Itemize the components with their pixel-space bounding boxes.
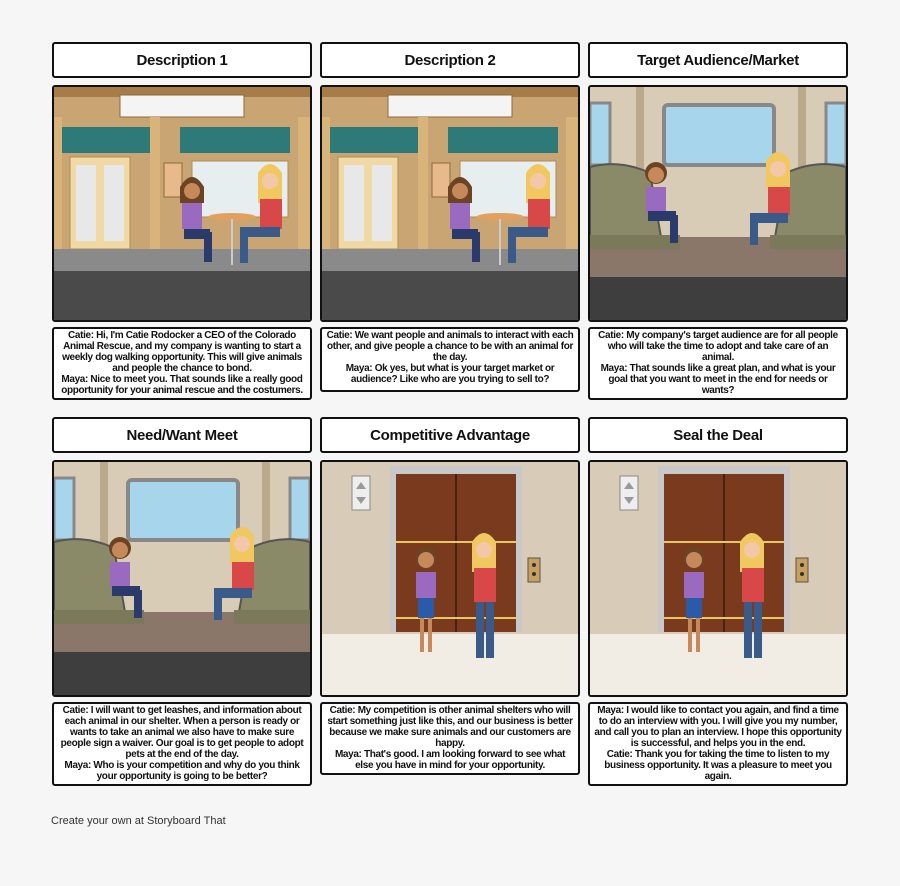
caption-text: Catie: We want people and animals to interact with each other, and give people a chance to be with an animal for the day. Maya: Ok yes, but what is your target market or audience? Like who are you trying to sell to? <box>326 330 574 385</box>
caption-text: Catie: Hi, I'm Catie Rodocker a CEO of the Colorado Animal Rescue, and my company is wanting to start a weekly dog walking opportunity. This will give animals and people the chance to bond. Maya: Nice to meet you. That sounds like a really good opportunity for your animal rescue and the costumers. <box>61 330 303 396</box>
scene-illustration-elevator <box>320 460 580 697</box>
scene-illustration-train <box>588 85 848 322</box>
scene-illustration-cafe <box>52 85 312 322</box>
caption-text: Catie: My competition is other animal shelters who will start something just like this, and our business is better because we make sure animals and our customers are happy. Maya: That's good. I am looking forward to see what else you have in mind for your opportunity. <box>327 705 573 771</box>
caption-text: Catie: My company's target audience are for all people who will take the time to adopt and take care of an animal. Maya: That sounds like a great plan, and what is your goal that you want to meet in the end for needs or wants? <box>598 330 838 396</box>
caption-box <box>588 327 848 400</box>
caption-box <box>320 702 580 775</box>
caption-box <box>588 702 848 786</box>
scene-illustration-train <box>52 460 312 697</box>
cell-title: Need/Want Meet <box>52 417 312 453</box>
caption-box <box>52 702 312 786</box>
watermark: Create your own at Storyboard That <box>51 815 226 827</box>
cell-title: Competitive Advantage <box>320 417 580 453</box>
caption-text: Catie: I will want to get leashes, and information about each animal in our shelter. When a person is ready or wants to take an animal we also have to make sure people sign a waiver. Our goal is to get people to adopt pets at the end of the day. Maya: Who is your competition and why do you think your opportunity is going to be better? <box>60 705 304 782</box>
cell-title: Target Audience/Market <box>588 42 848 78</box>
caption-box <box>320 327 580 392</box>
scene-illustration-elevator <box>588 460 848 697</box>
cell-title: Description 2 <box>320 42 580 78</box>
caption-box <box>52 327 312 400</box>
cell-title: Seal the Deal <box>588 417 848 453</box>
scene-illustration-cafe <box>320 85 580 322</box>
caption-text: Maya: I would like to contact you again, and find a time to do an interview with you. I will give you my number, and call you to plan an interview. I hope this opportunity is successful, and helps you in the end. Catie: Thank you for taking the time to listen to my business opportunity. It was a pleasure to meet you again. <box>594 705 842 782</box>
cell-title: Description 1 <box>52 42 312 78</box>
